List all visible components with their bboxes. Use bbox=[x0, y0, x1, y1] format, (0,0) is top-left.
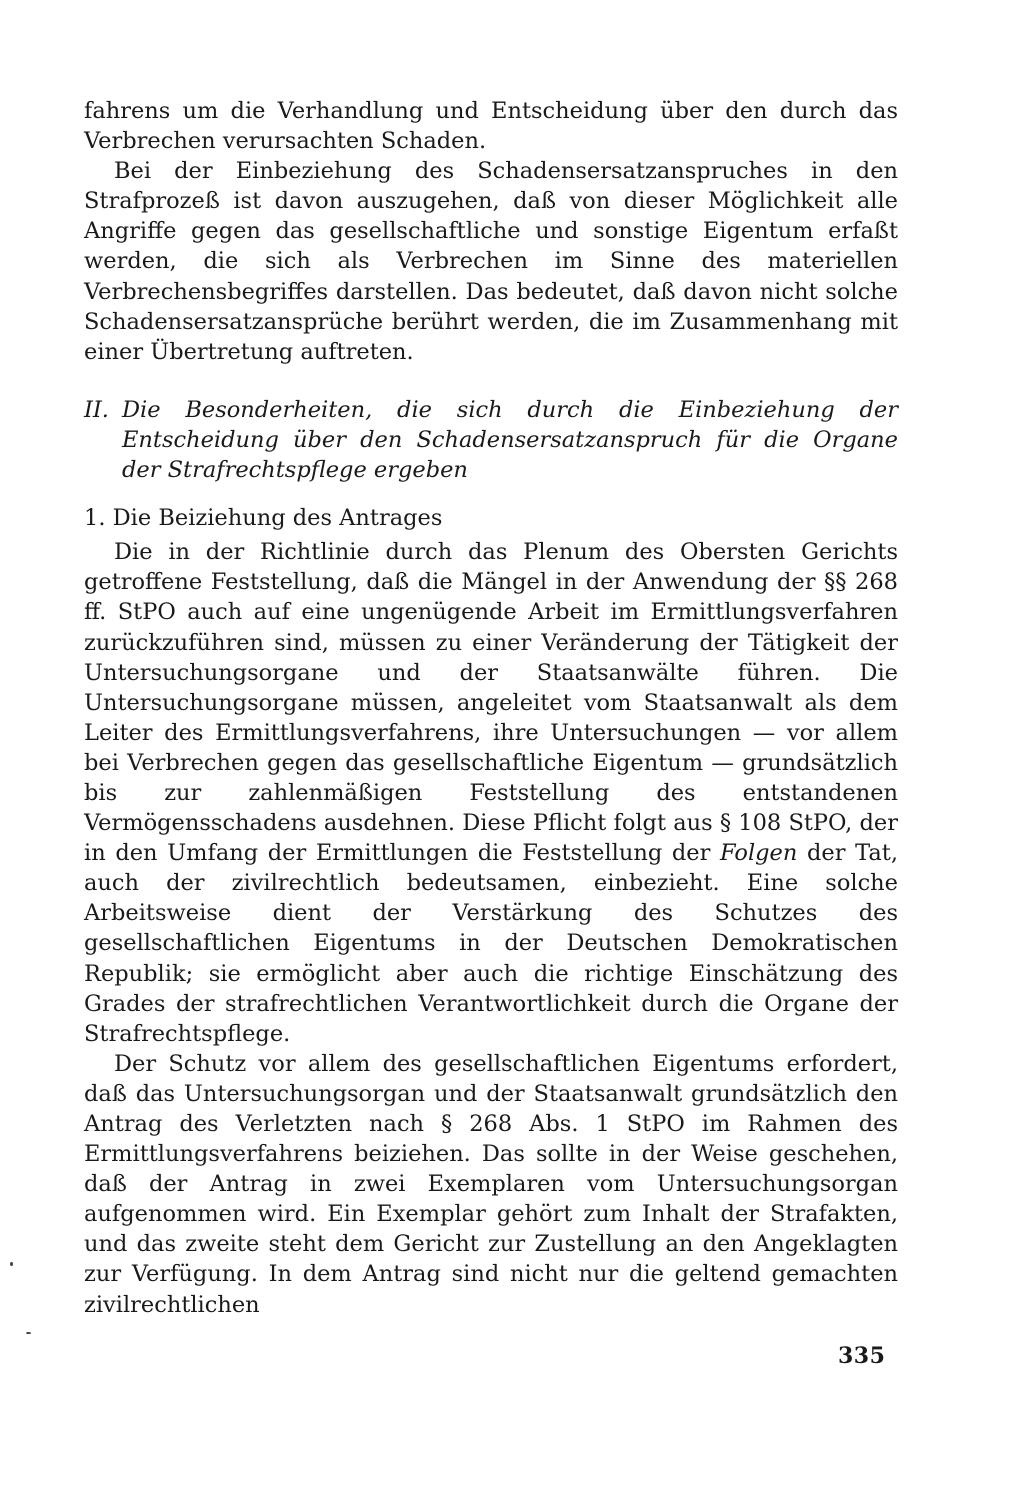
page-body bbox=[84, 96, 898, 1320]
page-number: 335 bbox=[838, 1343, 886, 1369]
emphasis-folgen: Folgen bbox=[720, 840, 798, 867]
subheading: 1. Die Beiziehung des Antrages bbox=[84, 505, 443, 532]
scan-speck bbox=[10, 1262, 13, 1266]
paragraph-richtlinie-text-b: der Tat, auch der zivilrechtlich bedeutsamen, einbezieht. Eine solche Arbeitsweise dient der Verstärkung des Schutzes des gesellschaftlichen Eigentums in der Deutschen Demokratischen Republik; sie ermöglicht aber auch die richtige Einschätzung des Grades der strafrechtlichen Verantwortlichkeit durch die Organe der Strafrechtspflege. bbox=[84, 840, 898, 1047]
paragraph-richtlinie bbox=[84, 537, 898, 1049]
section-number: II. bbox=[84, 396, 109, 423]
paragraph-schadensersatz: Bei der Einbeziehung des Schadensersatzanspruches in den Strafprozeß ist davon auszugehen, daß von dieser Möglichkeit alle Angriffe gegen das gesellschaftliche und sonstige Eigentum erfaßt werden, die sich als Verbrechen im Sinne des materiellen Verbrechensbegriffes darstellen. Das bedeutet, daß davon nicht solche Schadensersatzansprüche berührt werden, die im Zusammenhang mit einer Übertretung auftreten. bbox=[84, 158, 898, 365]
section-heading bbox=[84, 395, 898, 485]
paragraph-richtlinie-text-a: Die in der Richtlinie durch das Plenum des Obersten Gerichts getroffene Feststellung, daß die Mängel in der Anwendung der §§ 268 ff. StPO auch auf eine ungenügende Arbeit im Ermittlungsverfahren zurückzuführen sind, müssen zu einer Veränderung der Tätigkeit der Untersuchungsorgane und der Staatsanwälte führen. Die Untersuchungsorgane müssen, angeleitet vom Staatsanwalt als dem Leiter des Ermittlungsverfahrens, ihre Untersuchungen — vor allem bei Verbrechen gegen das gesellschaftliche Eigentum — grundsätzlich bis zur zahlenmäßigen Feststellung des entstandenen Vermögensschadens ausdehnen. Diese Pflicht folgt aus § 108 StPO, der in den Umfang der Ermittlungen die Feststellung der bbox=[84, 539, 898, 867]
paragraph-continuation: fahrens um die Verhandlung und Entscheidung über den durch das Verbrechen verursachten Schaden. bbox=[84, 98, 898, 155]
paragraph-schutz: Der Schutz vor allem des gesellschaftlichen Eigentums erfordert, daß das Untersuchungsorgan und der Staatsanwalt grundsätzlich den Antrag des Verletzten nach § 268 Abs. 1 StPO im Rahmen des Ermittlungsverfahrens beiziehen. Das sollte in der Weise geschehen, daß der Antrag in zwei Exemplaren vom Untersuchungsorgan aufgenommen wird. Ein Exemplar gehört zum Inhalt der Strafakten, und das zweite steht dem Gericht zur Zustellung an den Angeklagten zur Verfügung. In dem Antrag sind nicht nur die geltend gemachten zivilrechtlichen bbox=[84, 1050, 898, 1318]
section-title: Die Besonderheiten, die sich durch die Einbeziehung der Entscheidung über den Schadensersatzanspruch für die Organe der Strafrechtspflege ergeben bbox=[122, 396, 898, 484]
scan-speck bbox=[26, 1332, 31, 1334]
